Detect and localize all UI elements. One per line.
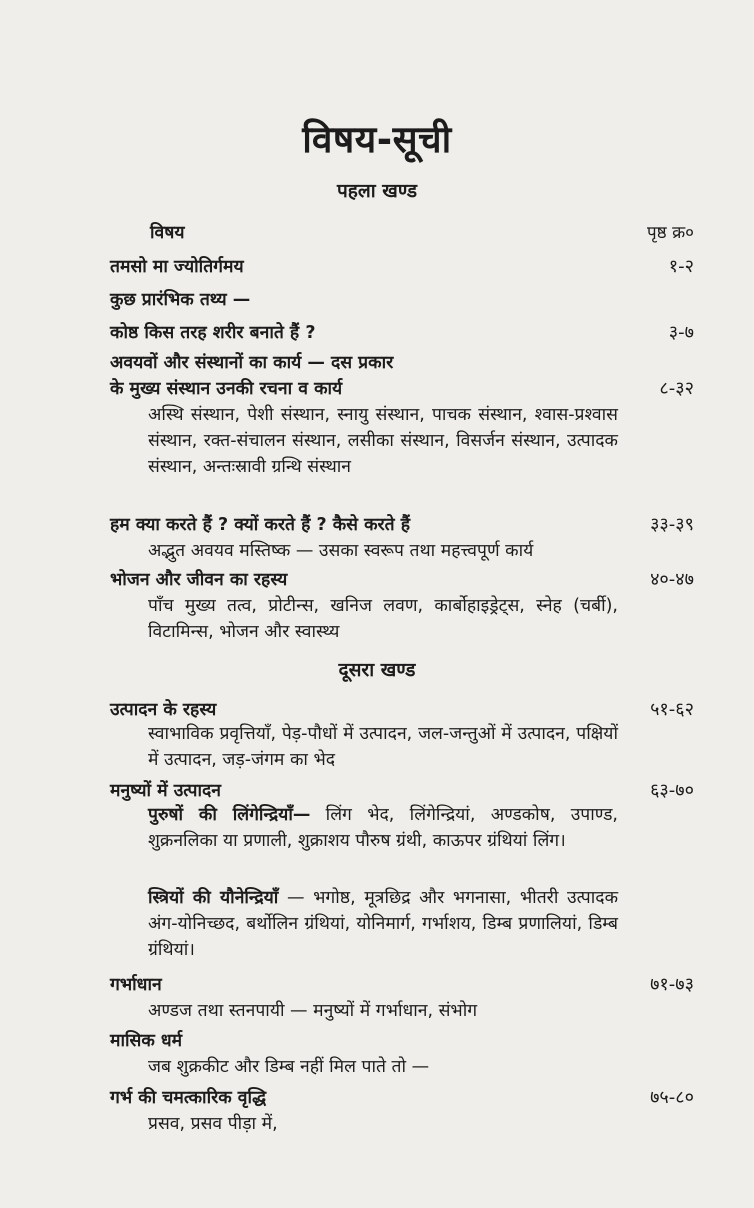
toc-entry-heading: मनुष्यों में उत्पादन	[110, 781, 221, 801]
toc-entry-pages: ३-७	[668, 322, 694, 343]
toc-entry-description: अण्डज तथा स्तनपायी — मनुष्यों में गर्भाधान, संभोग	[148, 1001, 478, 1021]
subentry-description: लिंग भेद, लिंगेन्द्रियां, अण्डकोष, उपाण्ड, शुक्रनलिका या प्रणाली, शुक्राशय पौरुष ग्रंथी, काऊपर ग्रंथियां लिंग।	[148, 805, 618, 851]
column-header-page: पृष्ठ क्र०	[647, 223, 694, 243]
toc-entry-heading-cont: के मुख्य संस्थान उनकी रचना व कार्य	[110, 379, 343, 399]
section-heading-second: दूसरा खण्ड	[338, 659, 416, 681]
toc-entry-heading: हम क्या करते हैं ? क्यों करते हैं ? कैसे करते हैं	[110, 515, 411, 535]
toc-entry-heading: उत्पादन के रहस्य	[110, 700, 217, 720]
toc-entry-pages: ७१-७३	[650, 974, 694, 995]
toc-entry-heading: तमसो मा ज्योतिर्गमय	[110, 257, 244, 277]
toc-subentry-female	[148, 885, 618, 963]
toc-entry-description: अद्भुत अवयव मस्तिष्क — उसका स्वरूप तथा महत्त्वपूर्ण कार्य	[148, 541, 534, 561]
toc-entry-pages: ४०-४७	[650, 569, 694, 590]
toc-entry-heading: कुछ प्रारंभिक तथ्य —	[110, 290, 251, 310]
toc-entry-heading: मासिक धर्म	[110, 1031, 183, 1051]
toc-entry-heading: अवयवों और संस्थानों का कार्य — दस प्रकार	[110, 353, 394, 373]
toc-entry-heading: गर्भाधान	[110, 975, 162, 995]
toc-entry-description: स्वाभाविक प्रवृत्तियाँ, पेड़-पौधों में उत्पादन, जल-जन्तुओं में उत्पादन, पक्षियों में उत्पादन, जड़-जंगम का भेद	[148, 724, 618, 770]
toc-entry-pages: ६३-७०	[650, 780, 694, 801]
toc-entry-description: पाँच मुख्य तत्व, प्रोटीन्स, खनिज लवण, कार्बोहाइड्रेट्स, स्नेह (चर्बी), विटामिन्स, भोजन और स्वास्थ्य	[148, 596, 618, 642]
toc-entry-heading: गर्भ की चमत्कारिक वृद्धि	[110, 1088, 267, 1108]
toc-entry-pages: ७५-८०	[650, 1087, 694, 1108]
toc-subentry-male	[148, 802, 618, 854]
toc-entry-description: जब शुक्रकीट और डिम्ब नहीं मिल पाते तो —	[148, 1057, 430, 1077]
subentry-label: स्त्रियों की यौनेन्द्रियाँ	[148, 888, 279, 908]
page-title: विषय-सूची	[302, 118, 452, 161]
section-heading-first: पहला खण्ड	[336, 180, 418, 202]
toc-entry-heading: कोष्ठ किस तरह शरीर बनाते हैं ?	[110, 323, 316, 343]
toc-entry-pages: ८-३२	[659, 378, 694, 399]
toc-entry-description: अस्थि संस्थान, पेशी संस्थान, स्नायु संस्थान, पाचक संस्थान, श्वास-प्रश्वास संस्थान, रक्त-संचालन संस्थान, लसीका संस्थान, विसर्जन संस्थान, उत्पादक संस्थान, अन्तःस्रावी ग्रन्थि संस्थान	[148, 405, 618, 477]
toc-entry-pages: १-२	[668, 256, 694, 277]
toc-entry-pages: ३३-३९	[650, 514, 694, 535]
toc-entry-heading: भोजन और जीवन का रहस्य	[110, 570, 288, 590]
subentry-description: — भगोष्ठ, मूत्रछिद्र और भगनासा, भीतरी उत्पादक अंग-योनिच्छद, बर्थोलिन ग्रंथियां, योनिमार्ग, गर्भाशय, डिम्ब प्रणालियां, डिम्ब ग्रंथियां।	[148, 888, 619, 960]
toc-entry-pages: ५१-६२	[650, 699, 694, 720]
toc-entry-description: प्रसव, प्रसव पीड़ा में,	[148, 1114, 278, 1134]
column-header-subject: विषय	[150, 223, 185, 243]
subentry-label: पुरुषों की लिंगेन्द्रियाँ—	[148, 805, 311, 825]
